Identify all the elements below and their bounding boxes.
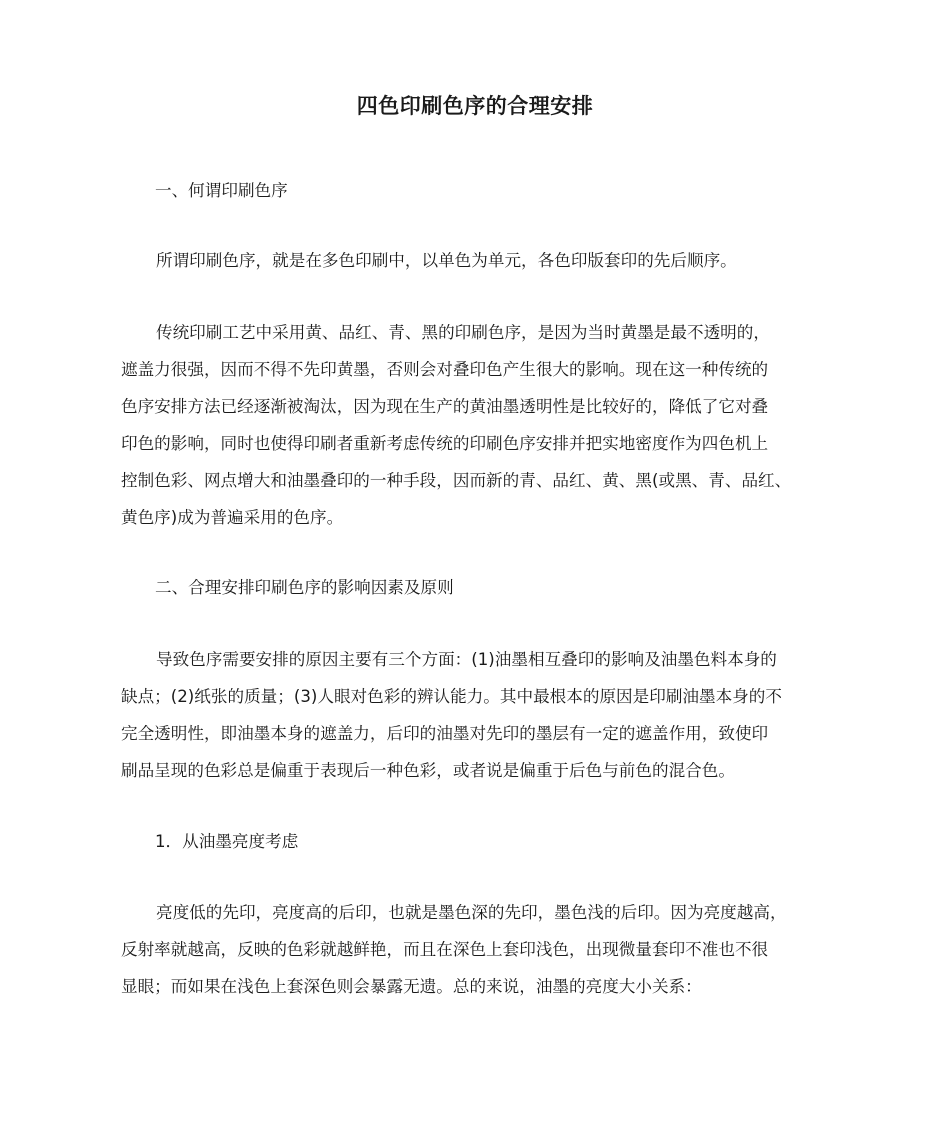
paragraph-line: 缺点；(2)纸张的质量；(3)人眼对色彩的辨认能力。其中最根本的原因是印刷油墨本身的不 (121, 687, 782, 706)
paragraph-line: 刷品呈现的色彩总是偏重于表现后一种色彩，或者说是偏重于后色与前色的混合色。 (121, 761, 735, 780)
paragraph-traditional-sequence (121, 314, 833, 536)
paragraph-line: 遮盖力很强，因而不得不先印黄墨，否则会对叠印色产生很大的影响。现在这一种传统的 (121, 360, 769, 379)
paragraph-brightness (121, 894, 833, 1005)
paragraph-line: 色序安排方法已经逐渐被淘汰，因为现在生产的黄油墨透明性是比较好的，降低了它对叠 (121, 397, 769, 416)
section-heading-2: 二、合理安排印刷色序的影响因素及原则 (155, 578, 454, 597)
document-title: 四色印刷色序的合理安排 (356, 94, 594, 118)
paragraph-line: 亮度低的先印，亮度高的后印，也就是墨色深的先印，墨色浅的后印。因为亮度越高， (156, 903, 787, 922)
paragraph-factors (121, 641, 833, 789)
paragraph-line: 控制色彩、网点增大和油墨叠印的一种手段，因而新的青、品红、黄、黑(或黑、青、品红、 (121, 471, 792, 490)
paragraph-line: 导致色序需要安排的原因主要有三个方面：(1)油墨相互叠印的影响及油墨色料本身的 (156, 650, 777, 669)
paragraph-line: 反射率就越高，反映的色彩就越鲜艳，而且在深色上套印浅色，出现微量套印不准也不很 (121, 940, 769, 959)
paragraph-line: 印色的影响，同时也使得印刷者重新考虑传统的印刷色序安排并把实地密度作为四色机上 (121, 434, 769, 453)
paragraph-line: 完全透明性，即油墨本身的遮盖力，后印的油墨对先印的墨层有一定的遮盖作用，致使印 (121, 724, 769, 743)
paragraph-definition (121, 242, 833, 279)
paragraph-line: 传统印刷工艺中采用黄、品红、青、黑的印刷色序，是因为当时黄墨是最不透明的， (156, 323, 770, 342)
subsection-heading-1: 1．从油墨亮度考虑 (155, 832, 299, 851)
section-heading-1: 一、何谓印刷色序 (155, 181, 288, 200)
paragraph-line: 所谓印刷色序，就是在多色印刷中，以单色为单元，各色印版套印的先后顺序。 (156, 251, 737, 270)
paragraph-line: 黄色序)成为普遍采用的色序。 (121, 508, 344, 527)
paragraph-line: 显眼；而如果在浅色上套深色则会暴露无遗。总的来说，油墨的亮度大小关系： (121, 977, 702, 996)
